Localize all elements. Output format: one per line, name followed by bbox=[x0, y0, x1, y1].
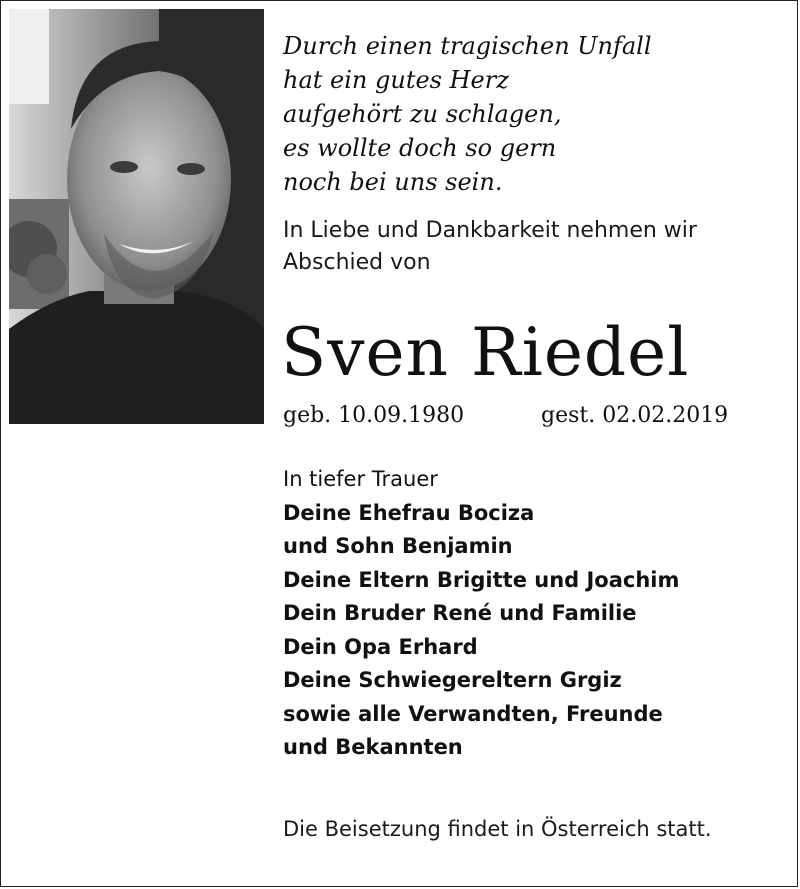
deceased-name: Sven Riedel bbox=[281, 314, 690, 391]
portrait-photo bbox=[9, 9, 264, 424]
poem-line: aufgehört zu schlagen, bbox=[283, 100, 562, 128]
mourner-line: Dein Opa Erhard bbox=[283, 634, 478, 659]
mourner-line: Deine Ehefrau Bociza bbox=[283, 500, 535, 525]
poem-line: noch bei uns sein. bbox=[283, 168, 503, 196]
mourner-line: und Sohn Benjamin bbox=[283, 534, 513, 558]
mourners-list bbox=[283, 463, 679, 765]
birth-date: geb. 10.09.1980 bbox=[283, 403, 465, 428]
mourner-line: Deine Schwiegereltern Grgiz bbox=[283, 668, 622, 692]
poem-line: hat ein gutes Herz bbox=[283, 66, 509, 94]
poem-line: es wollte doch so gern bbox=[283, 134, 557, 162]
mourner-line: und Bekannten bbox=[283, 735, 463, 759]
intro-line: In Liebe und Dankbarkeit nehmen wir bbox=[283, 218, 697, 243]
burial-note: Die Beisetzung findet in Österreich statt. bbox=[283, 817, 712, 841]
mourner-line: Dein Bruder René und Familie bbox=[283, 601, 637, 625]
memorial-poem bbox=[283, 29, 652, 199]
death-date: gest. 02.02.2019 bbox=[541, 403, 729, 428]
farewell-intro bbox=[283, 215, 697, 279]
life-dates bbox=[283, 401, 729, 431]
poem-line: Durch einen tragischen Unfall bbox=[283, 32, 652, 60]
intro-line: Abschied von bbox=[283, 250, 431, 275]
mourner-line: Deine Eltern Brigitte und Joachim bbox=[283, 567, 680, 592]
mourning-lead: In tiefer Trauer bbox=[283, 467, 438, 491]
mourner-line: sowie alle Verwandten, Freunde bbox=[283, 701, 663, 726]
